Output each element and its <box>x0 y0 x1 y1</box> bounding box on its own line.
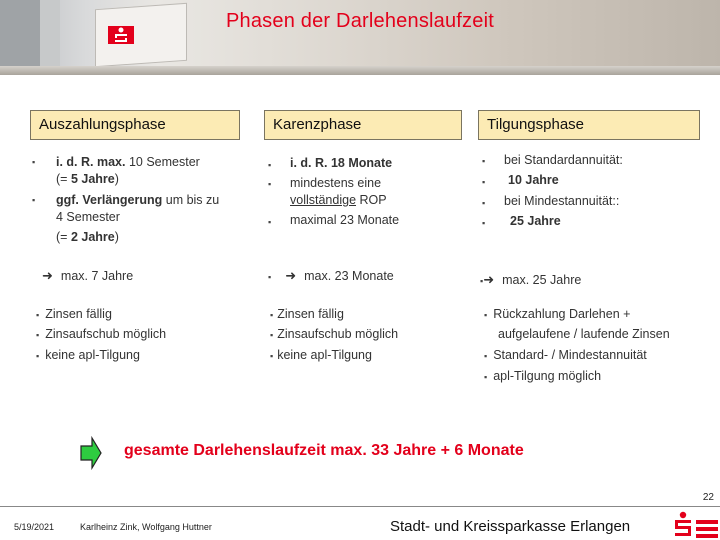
karenz-details <box>266 154 466 234</box>
auszahlung-max: ➜ max. 7 Jahre <box>42 269 134 284</box>
square-bullet-icon: ▪ <box>482 218 486 228</box>
note-item: ▪ keine apl-Tilgung <box>36 348 140 362</box>
right-arrow-icon: ➜ <box>42 269 53 284</box>
footer-authors: Karlheinz Zink, Wolfgang Huttner <box>80 522 212 532</box>
karenz-notes <box>270 306 470 370</box>
karenz-max: ▪ ➜ max. 23 Monate <box>268 269 394 284</box>
square-bullet-icon: ▪ <box>482 156 486 166</box>
page-title: Phasen der Darlehenslaufzeit <box>226 10 494 32</box>
note-item: ▪ Zinsen fällig <box>36 307 112 321</box>
square-bullet-icon: ▪ <box>268 217 272 227</box>
right-arrow-icon: ➜ <box>285 269 297 284</box>
page-number: 22 <box>702 492 714 503</box>
note-item: ▪ apl-Tilgung möglich <box>484 369 602 383</box>
auszahlung-line-4: 4 Semester <box>56 210 120 224</box>
note-item: ▪ Zinsen fällig <box>270 307 344 321</box>
note-item: ▪ keine apl-Tilgung <box>270 348 372 362</box>
karenz-line-4: maximal 23 Monate <box>290 213 400 227</box>
summary-text: gesamte Darlehenslaufzeit max. 33 Jahre + 6 Monate <box>124 442 524 459</box>
karenz-line-1: i. d. R. 18 Monate <box>290 156 393 170</box>
tilgung-line-2: 10 Jahre <box>508 173 559 187</box>
right-arrow-icon: ➜ <box>483 273 495 288</box>
phase-header-auszahlung: Auszahlungsphase <box>30 110 240 140</box>
footer-date: 5/19/2021 <box>14 522 55 532</box>
square-bullet-icon: ▪ <box>268 160 272 170</box>
square-bullet-icon: ▪ <box>32 157 36 167</box>
tilgung-details <box>480 152 700 232</box>
photo-bottom-band <box>0 66 720 75</box>
square-bullet-icon: ▪ <box>482 177 486 187</box>
square-bullet-icon: ▪ <box>32 195 36 205</box>
auszahlung-details <box>30 154 250 254</box>
note-item: ▪ Zinsaufschub möglich <box>270 327 399 341</box>
auszahlung-line-3: ggf. Verlängerung um bis zu <box>56 193 220 207</box>
auszahlung-line-1: i. d. R. max. 10 Semester <box>56 155 200 169</box>
note-item: ▪ Zinsaufschub möglich <box>36 327 167 341</box>
karenz-line-2: mindestens eine <box>290 176 382 190</box>
phase-header-karenz: Karenzphase <box>264 110 462 140</box>
green-arrow-icon <box>80 436 102 470</box>
tilgung-line-4: 25 Jahre <box>510 214 561 228</box>
tilgung-notes <box>484 306 706 390</box>
square-bullet-icon: ▪ <box>268 179 272 189</box>
note-item-continued: aufgelaufene / laufende Zinsen <box>498 327 670 341</box>
footer-bank-name: Stadt- und Kreissparkasse Erlangen <box>390 518 631 535</box>
note-item: ▪ Standard- / Mindestannuität <box>484 348 647 362</box>
tilgung-line-3: bei Mindestannuität:: <box>504 194 620 208</box>
note-item: ▪ Rückzahlung Darlehen + <box>484 307 631 321</box>
auszahlung-line-2: (= 5 Jahre) <box>56 172 119 186</box>
tilgung-max: ▪➜ max. 25 Jahre <box>480 273 582 288</box>
phase-header-tilgung: Tilgungsphase <box>478 110 700 140</box>
footer-divider <box>0 506 720 507</box>
square-bullet-icon: ▪ <box>482 198 486 208</box>
karenz-line-3: vollständige ROP <box>290 193 387 207</box>
auszahlung-notes <box>36 306 236 370</box>
tilgung-line-1: bei Standardannuität: <box>504 153 623 167</box>
sparkasse-logo-icon <box>672 510 720 540</box>
auszahlung-line-5: (= 2 Jahre) <box>56 230 119 244</box>
